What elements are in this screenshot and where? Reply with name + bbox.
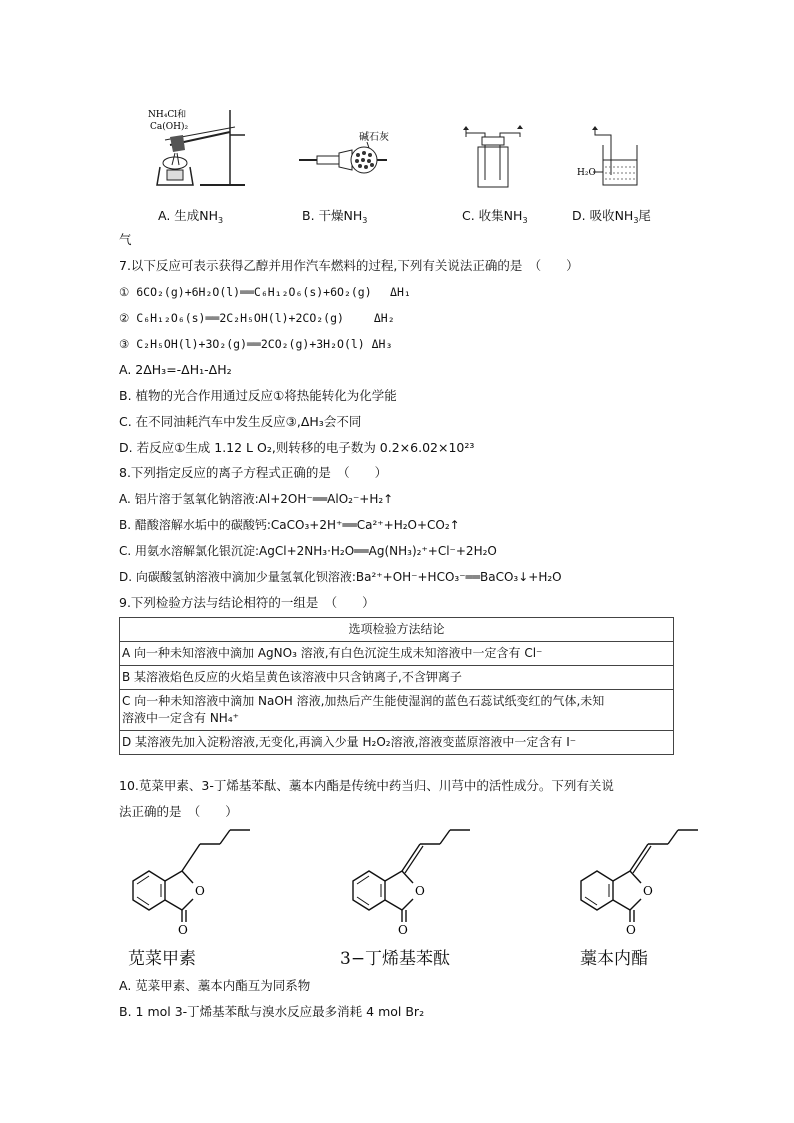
q7-reaction-3: ③ C₂H₅OH(l)+3O₂(g)══2CO₂(g)+3H₂O(l) ΔH₃ [119,337,393,351]
q10-stem-line2: 法正确的是 （ ） [119,804,238,819]
molecule-2-ring-o: O [415,884,425,898]
q10-stem-line1: 10.苋菜甲素、3-丁烯基苯酞、藁本内酯是传统中药当归、川芎中的活性成分。下列有关说 [119,778,614,793]
apparatus-d-figure [575,125,645,190]
caption-c: C. 收集$NH_3$ [462,208,528,225]
caption-wrap: 气 [119,232,132,247]
molecule-1-ring-o: O [195,884,205,898]
q7-option-b: B. 植物的光合作用通过反应①将热能转化为化学能 [119,388,397,403]
molecule-3-carbonyl-o: O [626,923,636,936]
q10-option-b: B. 1 mol 3-丁烯基苯酞与溴水反应最多消耗 4 mol Br₂ [119,1004,425,1019]
q9-row-b: B 某溶液焰色反应的火焰呈黄色该溶液中只含钠离子,不含钾离子 [120,666,674,690]
caption-d: D. 吸收$NH_3$尾 [572,208,651,225]
q9-row-c [120,690,674,731]
caption-a: A. 生成$NH_3$ [158,208,224,225]
q9-row-d: D 某溶液先加入淀粉溶液,无变化,再滴入少量 H₂O₂溶液,溶液变蓝原溶液中一定含有 I⁻ [120,731,674,755]
q7-reaction-1: ① 6CO₂(g)+6H₂O(l)══C₆H₁₂O₆(s)+6O₂(g) ΔH₁ [119,285,411,299]
apparatus-a-label1: NH₄Cl和 [148,110,187,120]
q7-stem: 7.以下反应可表示获得乙醇并用作汽车燃料的过程,下列有关说法正确的是 （ ） [119,258,579,273]
q8-stem: 8.下列指定反应的离子方程式正确的是 （ ） [119,465,388,480]
molecule-3-structure [563,826,703,936]
molecule-2-carbonyl-o: O [398,923,408,936]
q8-option-b: B. 醋酸溶解水垢中的碳酸钙:CaCO₃+2H⁺══Ca²⁺+H₂O+CO₂↑ [119,518,460,532]
table-row [120,731,674,755]
q9-table [119,617,674,755]
q7-reaction-2: ② C₆H₁₂O₆(s)══2C₂H₅OH(l)+2CO₂(g) ΔH₂ [119,311,395,325]
molecule-3-name: 藁本内酯 [580,949,648,969]
apparatus-c-figure [460,125,530,190]
table-row [120,642,674,666]
table-row [120,618,674,642]
q9-row-c-line2: 溶液中一定含有 NH₄⁺ [122,711,239,725]
apparatus-b-label: 碱石灰 [359,132,389,143]
q8-option-a: A. 铝片溶于氢氧化钠溶液:Al+2OH⁻══AlO₂⁻+H₂↑ [119,492,394,506]
table-row [120,666,674,690]
apparatus-b-figure [297,128,407,178]
q9-stem: 9.下列检验方法与结论相符的一组是 （ ） [119,595,375,610]
apparatus-a-figure [145,105,260,190]
q8-option-c: C. 用氨水溶解氯化银沉淀:AgCl+2NH₃·H₂O══Ag(NH₃)₂⁺+Cl⁻+2H₂O [119,544,497,558]
q7-option-d: D. 若反应①生成 1.12 L O₂,则转移的电子数为 0.2×6.02×10²³ [119,440,475,455]
q8-option-d: D. 向碳酸氢钠溶液中滴加少量氢氧化钡溶液:Ba²⁺+OH⁻+HCO₃⁻══BaCO₃↓+H₂O [119,570,562,584]
molecule-2-structure [335,826,475,936]
molecule-1-carbonyl-o: O [178,923,188,936]
q7-option-c: C. 在不同油耗汽车中发生反应③,ΔH₃会不同 [119,414,362,429]
apparatus-a-label2: Ca(OH)₂ [150,122,189,132]
molecule-1-name: 苋菜甲素 [128,949,196,969]
apparatus-d-label: H₂O [577,168,596,178]
molecule-1-structure [115,826,255,936]
q10-option-a: A. 苋菜甲素、藁本内酯互为同系物 [119,978,311,993]
q9-row-c-line1: C 向一种未知溶液中滴加 NaOH 溶液,加热后产生能使湿润的蓝色石蕊试纸变红的气体,未知 [122,694,605,708]
q7-option-a: A. 2ΔH₃=-ΔH₁-ΔH₂ [119,362,232,377]
q9-row-a: A 向一种未知溶液中滴加 AgNO₃ 溶液,有白色沉淀生成未知溶液中一定含有 Cl⁻ [120,642,674,666]
q9-header: 选项检验方法结论 [120,618,674,642]
molecule-2-name: 3−丁烯基苯酞 [340,949,451,969]
caption-b: B. 干燥$NH_3$ [302,208,368,225]
molecule-3-ring-o: O [643,884,653,898]
table-row [120,690,674,731]
